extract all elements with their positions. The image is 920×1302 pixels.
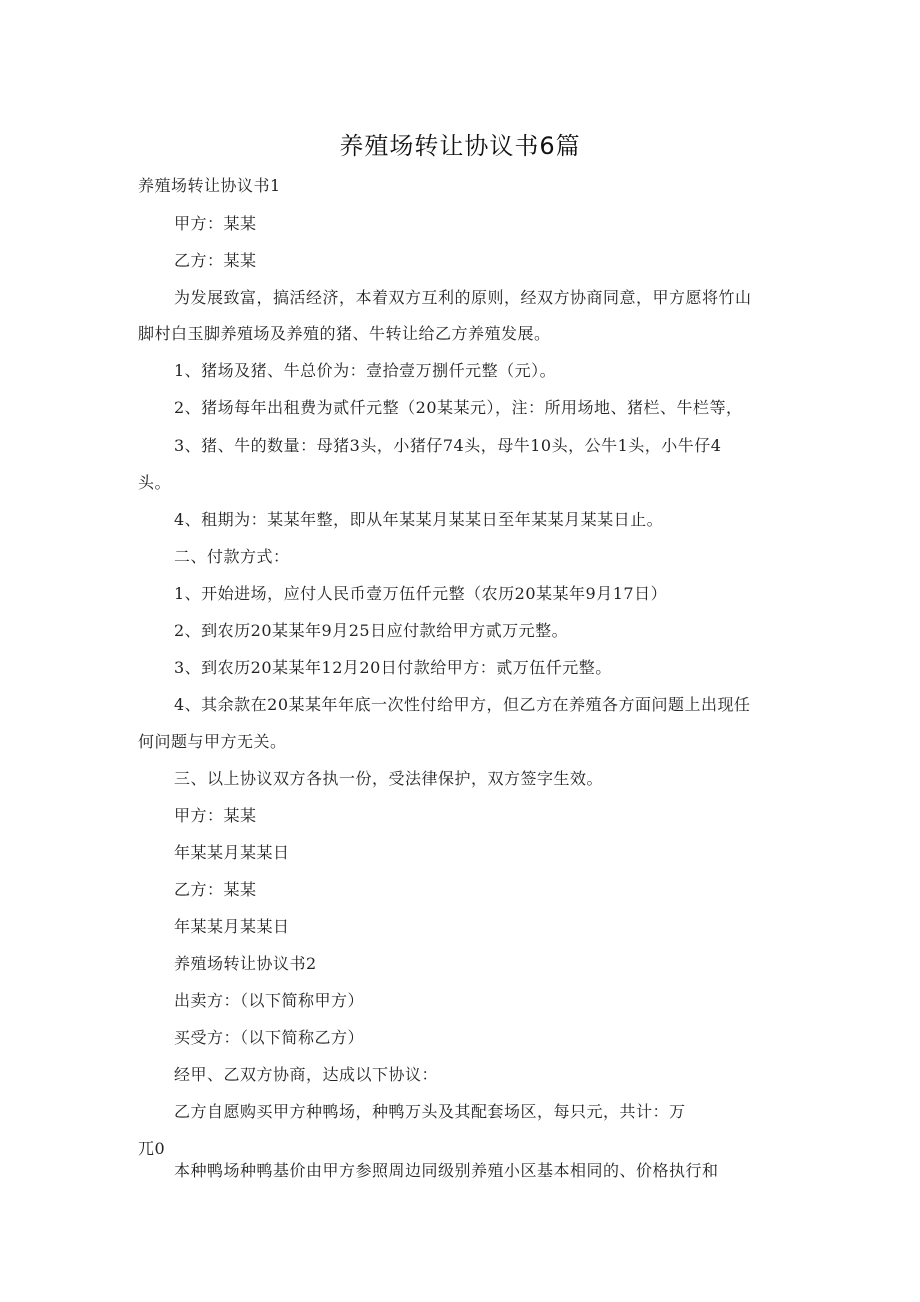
section-heading: 二、付款方式：	[174, 547, 290, 566]
signature-party-b: 乙方：某某	[174, 880, 257, 899]
paragraph-line: 头。	[138, 473, 172, 492]
clause-line: 2、猪场每年出租费为贰仟元整（20某某元），注：所用场地、猪栏、牛栏等，	[174, 398, 743, 417]
signature-party-a: 甲方：某某	[174, 806, 257, 825]
paragraph-line: 经甲、乙双方协商，达成以下协议：	[174, 1065, 439, 1084]
paragraph-line: 本种鸭场种鸭基价由甲方参照周边同级别养殖小区基本相同的、价格执行和	[174, 1161, 719, 1180]
paragraph-line: 脚村白玉脚养殖场及养殖的猪、牛转让给乙方养殖发展。	[138, 324, 551, 343]
clause-line: 1、猪场及猪、牛总价为：壹拾壹万捌仟元整（元）。	[174, 361, 557, 380]
paragraph-line: 何问题与甲方无关。	[138, 732, 287, 751]
party-b-line: 乙方：某某	[174, 251, 257, 270]
clause-line: 3、猪、牛的数量：母猪3头，小猪仔74头，母牛10头，公牛1头，小牛仔4	[174, 436, 722, 455]
document-title: 养殖场转让协议书6篇	[339, 132, 581, 160]
seller-line: 出卖方：（以下简称甲方）	[174, 991, 365, 1010]
section-heading: 三、以上协议双方各执一份，受法律保护，双方签字生效。	[174, 769, 604, 788]
signature-date: 年某某月某某日	[174, 917, 290, 936]
clause-line: 2、到农历20某某年9月25日应付款给甲方贰万元整。	[174, 621, 569, 640]
clause-line: 4、其余款在20某某年年底一次性付给甲方，但乙方在养殖各方面问题上出现任	[174, 695, 751, 714]
party-a-line: 甲方：某某	[174, 214, 257, 233]
paragraph-line: 兀0	[138, 1139, 166, 1158]
signature-date: 年某某月某某日	[174, 843, 290, 862]
clause-line: 4、租期为：某某年整，即从年某某月某某日至年某某月某某日止。	[174, 510, 664, 529]
paragraph-line: 乙方自愿购买甲方种鸭场，种鸭万头及其配套场区，每只元，共计：万	[174, 1102, 686, 1121]
paragraph-line: 为发展致富，搞活经济，本着双方互利的原则，经双方协商同意，甲方愿将竹山	[174, 288, 752, 307]
clause-line: 1、开始进场，应付人民币壹万伍仟元整（农历20某某年9月17日）	[174, 584, 668, 603]
clause-line: 3、到农历20某某年12月20日付款给甲方：贰万伍仟元整。	[174, 658, 612, 677]
buyer-line: 买受方：（以下简称乙方）	[174, 1028, 365, 1047]
section-heading-1: 养殖场转让协议书1	[138, 176, 281, 195]
section-heading-2: 养殖场转让协议书2	[174, 954, 317, 973]
